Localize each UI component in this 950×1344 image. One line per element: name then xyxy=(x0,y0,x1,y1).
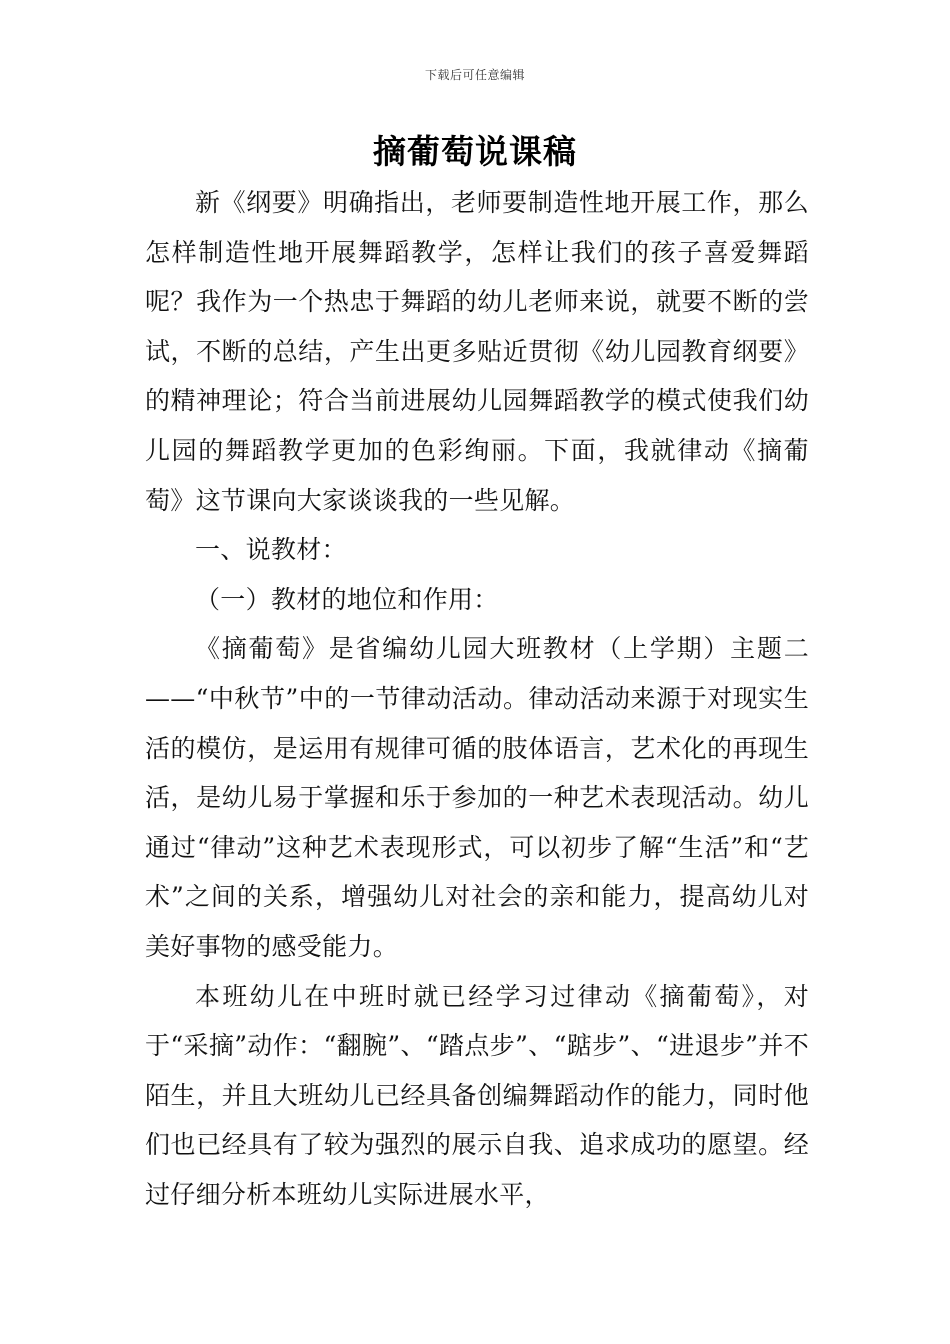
paragraph-material-description: 《摘葡萄》是省编幼儿园大班教材（上学期）主题二——“中秋节”中的一节律动活动。律动活动来源于对现实生活的模仿，是运用有规律可循的肢体语言，艺术化的再现生活，是幼儿易于掌握和乐于参加的一种艺术表现活动。幼儿通过“律动”这种艺术表现形式，可以初步了解“生活”和“艺术”之间的关系，增强幼儿对社会的亲和能力，提高幼儿对美好事物的感受能力。 xyxy=(145,634,809,961)
paragraph-class-analysis: 本班幼儿在中班时就已经学习过律动《摘葡萄》，对于“采摘”动作：“翻腕”、“踏点步”、“踮步”、“进退步”并不陌生，并且大班幼儿已经具备创编舞蹈动作的能力，同时他们也已经具有了较为强烈的展示自我、追求成功的愿望。经过仔细分析本班幼儿实际进展水平， xyxy=(145,981,809,1209)
paragraph-intro: 新《纲要》明确指出，老师要制造性地开展工作，那么怎样制造性地开展舞蹈教学，怎样让我们的孩子喜爱舞蹈呢？我作为一个热忠于舞蹈的幼儿老师来说，就要不断的尝试，不断的总结，产生出更多贴近贯彻《幼儿园教育纲要》的精神理论；符合当前进展幼儿园舞蹈教学的模式使我们幼儿园的舞蹈教学更加的色彩绚丽。下面，我就律动《摘葡萄》这节课向大家谈谈我的一些见解。 xyxy=(145,188,809,515)
header-note: 下载后可任意编辑 xyxy=(424,68,525,82)
document-body xyxy=(145,178,809,1219)
document-title: 摘葡萄说课稿 xyxy=(373,132,577,171)
subsection-heading-status-and-role: （一）教材的地位和作用： xyxy=(195,584,499,614)
section-heading-teaching-material: 一、说教材： xyxy=(195,535,347,565)
